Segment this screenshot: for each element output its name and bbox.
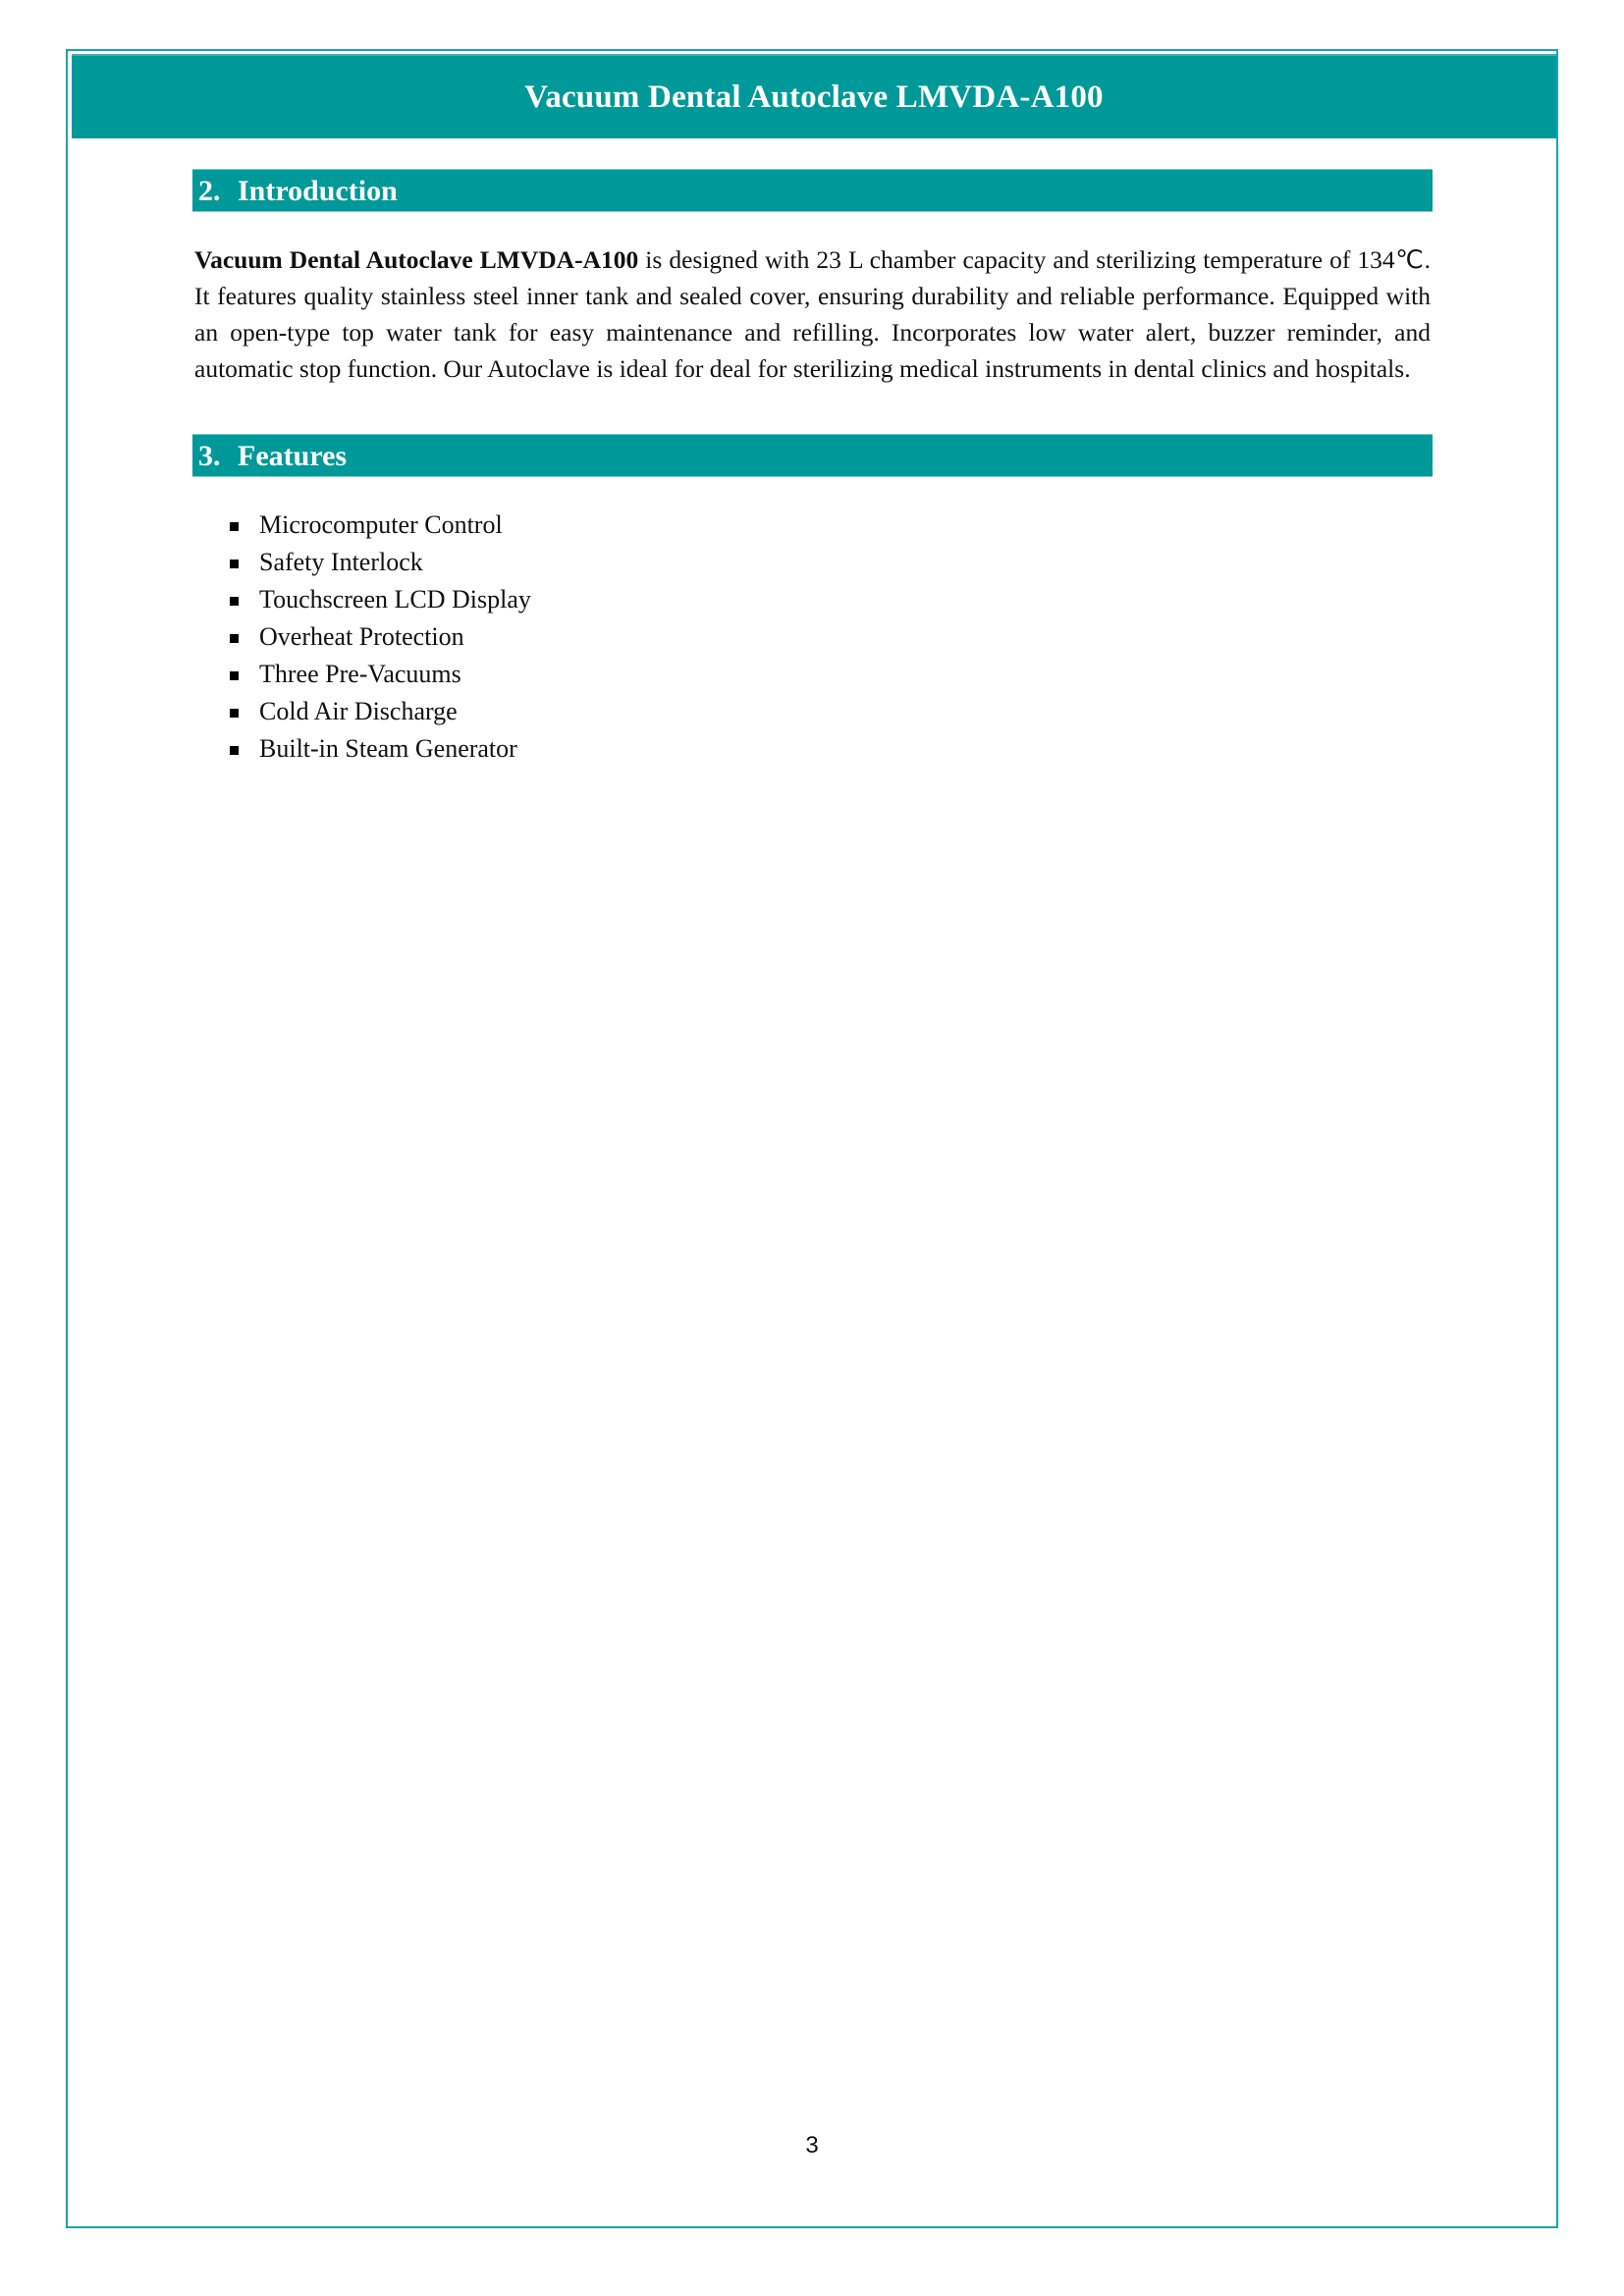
list-item xyxy=(192,544,1433,581)
list-item xyxy=(192,581,1433,618)
list-item-label: Overheat Protection xyxy=(259,622,464,651)
section-heading-introduction xyxy=(192,169,1433,212)
square-bullet-icon xyxy=(230,671,239,680)
page-number: 3 xyxy=(805,2132,819,2159)
introduction-paragraph-lead: Vacuum Dental Autoclave LMVDA-A100 xyxy=(194,245,639,274)
section-number-features: 3. xyxy=(198,440,221,472)
list-item-label: Safety Interlock xyxy=(259,548,423,576)
list-item-label: Cold Air Discharge xyxy=(259,697,458,725)
spacer-below-introduction-heading xyxy=(192,212,1433,241)
square-bullet-icon xyxy=(230,634,239,643)
section-number-introduction: 2. xyxy=(198,175,221,207)
spacer-above-features xyxy=(192,387,1433,434)
square-bullet-icon xyxy=(230,709,239,718)
list-item xyxy=(192,656,1433,693)
section-title-introduction: Introduction xyxy=(238,175,398,207)
features-list xyxy=(192,507,1433,768)
introduction-paragraph-rest: is designed with 23 L chamber capacity and sterilizing temperature of 134℃. It features quality stainless steel inner tank and sealed cover, ensuring durability and reliable performance. Equipped with an open-type top water tank for easy maintenance and refilling. Incorporates low water alert, buzzer reminder, and automatic stop function. Our Autoclave is ideal for deal for sterilizing medical instruments in dental clinics and hospitals. xyxy=(194,245,1431,383)
spacer-above-introduction xyxy=(192,0,1433,169)
list-item-label: Three Pre-Vacuums xyxy=(259,660,461,688)
list-item xyxy=(192,618,1433,656)
square-bullet-icon xyxy=(230,746,239,755)
square-bullet-icon xyxy=(230,522,239,531)
list-item-label: Microcomputer Control xyxy=(259,510,503,539)
list-item-label: Built-in Steam Generator xyxy=(259,734,517,763)
list-item xyxy=(192,693,1433,730)
introduction-paragraph xyxy=(192,241,1433,387)
section-title-features: Features xyxy=(238,440,348,472)
spacer-below-features-heading xyxy=(192,477,1433,507)
page-content xyxy=(192,0,1433,768)
square-bullet-icon xyxy=(230,560,239,568)
section-heading-features xyxy=(192,434,1433,477)
list-item xyxy=(192,507,1433,544)
list-item xyxy=(192,730,1433,768)
list-item-label: Touchscreen LCD Display xyxy=(259,585,531,614)
square-bullet-icon xyxy=(230,597,239,606)
document-title: Vacuum Dental Autoclave LMVDA-A100 xyxy=(524,79,1104,115)
